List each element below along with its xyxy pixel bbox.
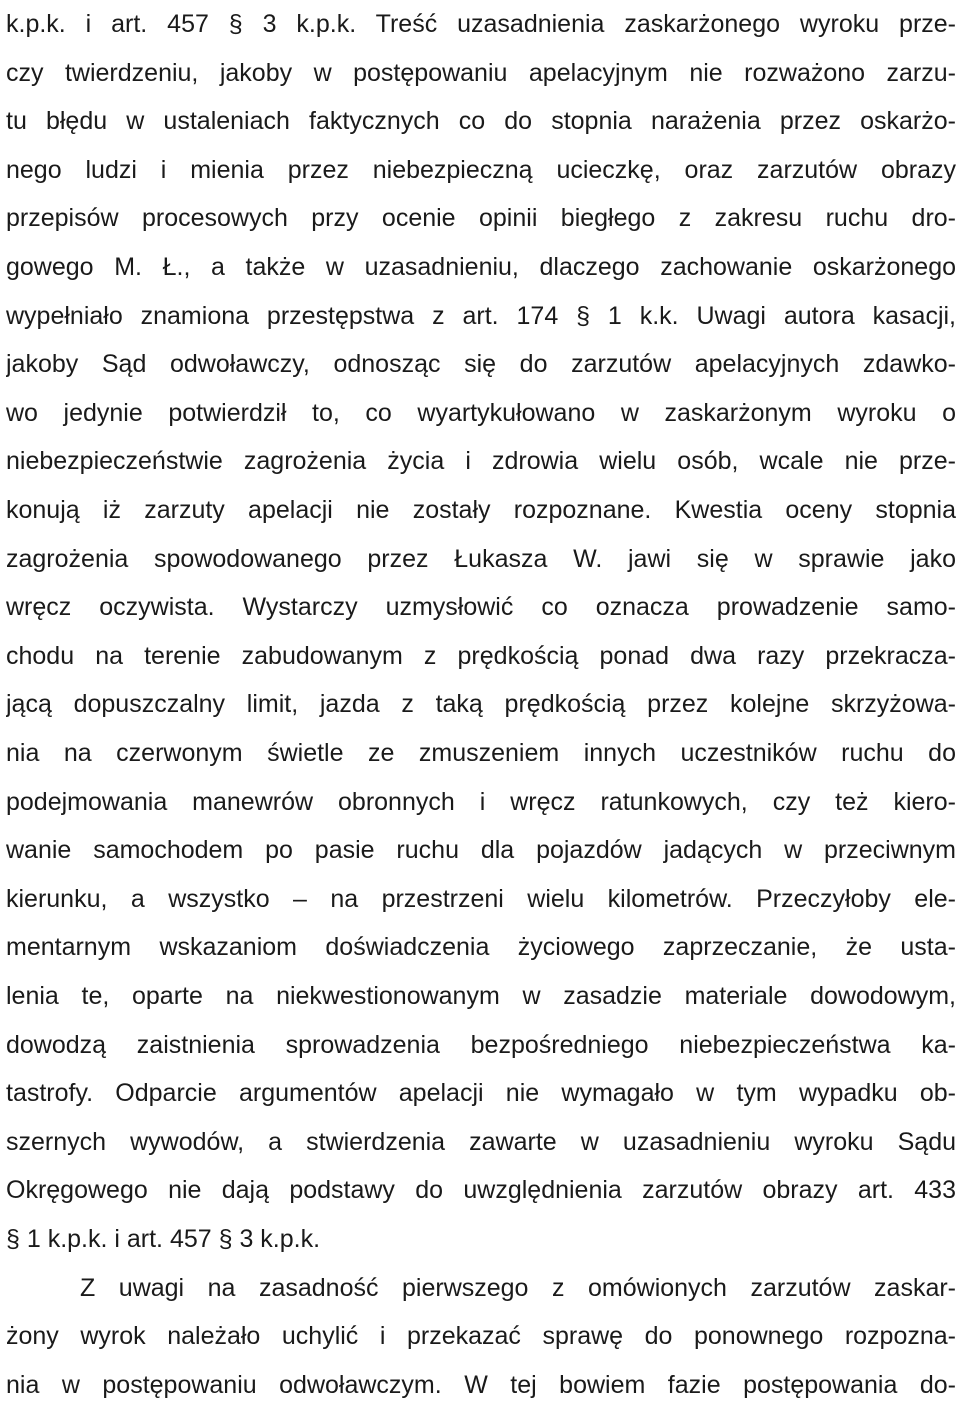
text-line: mentarnym wskazaniom doświadczenia życiowego zaprzeczanie, że usta-: [6, 933, 956, 962]
text-line: Okręgowego nie dają podstawy do uwzględnienia zarzutów obrazy art. 433: [6, 1176, 956, 1205]
text-line: wo jedynie potwierdził to, co wyartykułowano w zaskarżonym wyroku o: [6, 398, 956, 427]
text-line: żony wyrok należało uchylić i przekazać sprawę do ponownego rozpozna-: [6, 1322, 956, 1351]
text-line: Z uwagi na zasadność pierwszego z omówionych zarzutów zaskar-: [80, 1273, 956, 1302]
text-line: k.p.k. i art. 457 § 3 k.p.k. Treść uzasadnienia zaskarżonego wyroku prze-: [6, 10, 956, 38]
text-line: gowego M. Ł., a także w uzasadnieniu, dlaczego zachowanie oskarżonego: [6, 253, 956, 281]
text-line: chodu na terenie zabudowanym z prędkością ponad dwa razy przekracza-: [6, 641, 956, 670]
text-line: dowodzą zaistnienia sprowadzenia bezpośredniego niebezpieczeństwa ka-: [6, 1030, 956, 1059]
text-line: wręcz oczywista. Wystarczy uzmysłowić co oznacza prowadzenie samo-: [6, 593, 956, 622]
text-line: nego ludzi i mienia przez niebezpieczną ucieczkę, oraz zarzutów obrazy: [6, 155, 956, 184]
text-line: szernych wywodów, a stwierdzenia zawarte w uzasadnieniu wyroku Sądu: [6, 1127, 956, 1156]
text-line: podejmowania manewrów obronnych i wręcz ratunkowych, czy też kiero-: [6, 787, 956, 816]
text-line: wanie samochodem po pasie ruchu dla pojazdów jadących w przeciwnym: [6, 836, 956, 865]
text-line: jącą dopuszczalny limit, jazda z taką prędkością przez kolejne skrzyżowa-: [6, 690, 956, 719]
text-line: zagrożenia spowodowanego przez Łukasza W. jawi się w sprawie jako: [6, 544, 956, 573]
text-line: § 1 k.p.k. i art. 457 § 3 k.p.k.: [6, 1225, 321, 1253]
text-line: przepisów procesowych przy ocenie opinii biegłego z zakresu ruchu dro-: [6, 204, 956, 233]
text-line: czy twierdzeniu, jakoby w postępowaniu apelacyjnym nie rozważono zarzu-: [6, 58, 956, 87]
text-line: tastrofy. Odparcie argumentów apelacji nie wymagało w tym wypadku ob-: [6, 1079, 956, 1108]
text-line: nia w postępowaniu odwoławczym. W tej bowiem fazie postępowania do-: [6, 1370, 956, 1399]
text-line: konują iż zarzuty apelacji nie zostały rozpoznane. Kwestia oceny stopnia: [6, 496, 956, 524]
text-line: wypełniało znamiona przestępstwa z art. 174 § 1 k.k. Uwagi autora kasacji,: [6, 301, 956, 330]
text-line: tu błędu w ustaleniach faktycznych co do stopnia narażenia przez oskarżo-: [6, 107, 956, 136]
text-line: kierunku, a wszystko – na przestrzeni wielu kilometrów. Przeczyłoby ele-: [6, 884, 956, 913]
text-line: niebezpieczeństwie zagrożenia życia i zdrowia wielu osób, wcale nie prze-: [6, 447, 956, 476]
text-line: nia na czerwonym świetle ze zmuszeniem innych uczestników ruchu do: [6, 739, 956, 767]
text-line: lenia te, oparte na niekwestionowanym w zasadzie materiale dowodowym,: [6, 982, 956, 1010]
text-line: jakoby Sąd odwoławczy, odnosząc się do zarzutów apelacyjnych zdawko-: [6, 350, 956, 379]
